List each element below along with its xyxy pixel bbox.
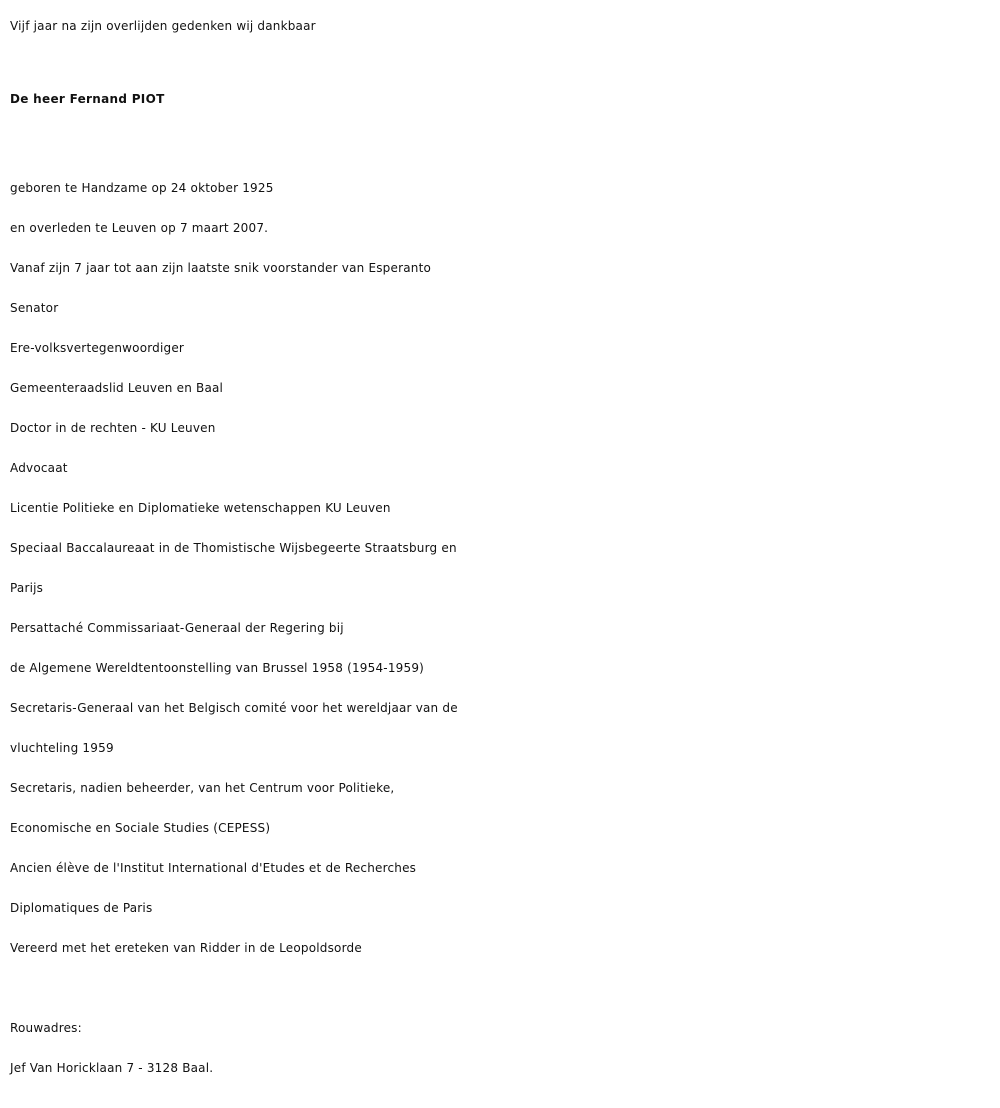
biography-line: Ancien élève de l'Institut International d'Etudes et de Recherches bbox=[10, 861, 417, 875]
biography-line: Vereerd met het ereteken van Ridder in de Leopoldsorde bbox=[10, 941, 362, 955]
biography-line: Licentie Politieke en Diplomatieke wetenschappen KU Leuven bbox=[10, 501, 391, 515]
biography-line: Economische en Sociale Studies (CEPESS) bbox=[10, 821, 271, 835]
biography-line: Diplomatiques de Paris bbox=[10, 901, 153, 915]
biography-line: vluchteling 1959 bbox=[10, 741, 114, 755]
biography bbox=[10, 168, 990, 968]
deceased-name: De heer Fernand PIOT bbox=[10, 92, 165, 106]
biography-line: Doctor in de rechten - KU Leuven bbox=[10, 421, 216, 435]
birth-line: geboren te Handzame op 24 oktober 1925 bbox=[10, 181, 274, 195]
biography-line: Secretaris, nadien beheerder, van het Centrum voor Politieke, bbox=[10, 781, 395, 795]
biography-line: Advocaat bbox=[10, 461, 68, 475]
biography-line: Secretaris-Generaal van het Belgisch comité voor het wereldjaar van de bbox=[10, 701, 458, 715]
address-label: Rouwadres: bbox=[10, 1021, 82, 1035]
biography-line: Gemeenteraadslid Leuven en Baal bbox=[10, 381, 224, 395]
biography-line: Vanaf zijn 7 jaar tot aan zijn laatste snik voorstander van Esperanto bbox=[10, 261, 432, 275]
biography-line: Parijs bbox=[10, 581, 44, 595]
intro-text: Vijf jaar na zijn overlijden gedenken wij dankbaar bbox=[10, 19, 316, 33]
death-line: en overleden te Leuven op 7 maart 2007. bbox=[10, 221, 269, 235]
biography-line: Persattaché Commissariaat-Generaal der Regering bij bbox=[10, 621, 344, 635]
mourning-address bbox=[10, 1008, 990, 1088]
biography-line: Speciaal Baccalaureaat in de Thomistische Wijsbegeerte Straatsburg en bbox=[10, 541, 457, 555]
biography-line: Senator bbox=[10, 301, 59, 315]
biography-line: de Algemene Wereldtentoonstelling van Brussel 1958 (1954-1959) bbox=[10, 661, 425, 675]
address-text: Jef Van Horicklaan 7 - 3128 Baal. bbox=[10, 1061, 214, 1075]
biography-line: Ere-volksvertegenwoordiger bbox=[10, 341, 185, 355]
obituary-document bbox=[10, 0, 990, 1088]
